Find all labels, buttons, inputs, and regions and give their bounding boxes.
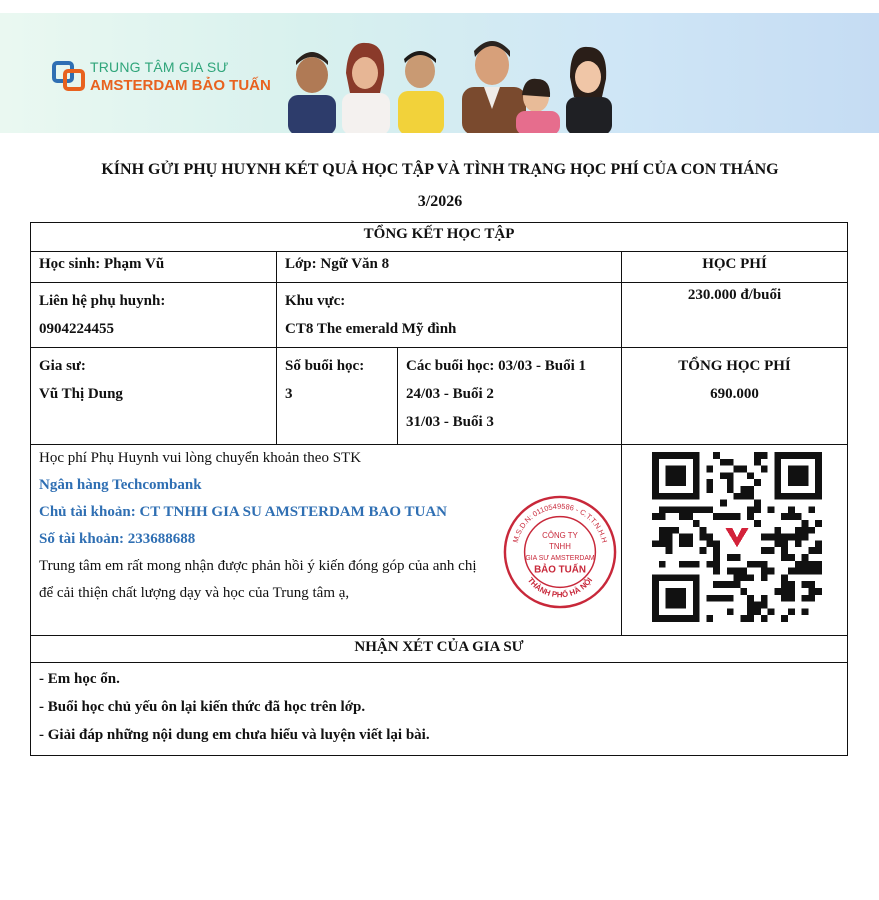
center-logo-icon xyxy=(52,61,86,91)
fee-per-session: 230.000 đ/buổi xyxy=(622,283,848,348)
svg-text:THÀNH PHỐ HÀ NỘI: THÀNH PHỐ HÀ NỘI xyxy=(525,575,595,600)
svg-text:GIA SƯ AMSTERDAM: GIA SƯ AMSTERDAM xyxy=(525,554,595,562)
brand-subtitle: TRUNG TÂM GIA SƯ xyxy=(90,59,229,75)
comments-title: NHẬN XÉT CỦA GIA SƯ xyxy=(31,636,848,663)
area-label: Khu vực: xyxy=(285,293,346,309)
comment-item: - Giải đáp những nội dung em chưa hiểu và luyện viết lại bài. xyxy=(39,727,430,743)
report-title: TỔNG KẾT HỌC TẬP xyxy=(31,223,848,252)
session-item: Các buổi học: 03/03 - Buổi 1 xyxy=(406,358,587,374)
total-fee-label: TỔNG HỌC PHÍ xyxy=(678,358,791,374)
svg-text:M.S.D.N: 0110549586 - C.T.T.N.: M.S.D.N: 0110549586 - C.T.T.N.H.H xyxy=(510,501,610,544)
tutor-label: Gia sư: xyxy=(39,358,86,374)
family-photo xyxy=(270,13,620,133)
parent-contact-label: Liên hệ phụ huynh: xyxy=(39,293,166,309)
payment-intro: Học phí Phụ Huynh vui lòng chuyển khoản theo STK xyxy=(39,450,362,466)
student-row xyxy=(31,252,848,283)
svg-text:BẢO TUẤN: BẢO TUẤN xyxy=(534,564,586,576)
feedback-note-1: Trung tâm em rất mong nhận được phản hồi ý kiến đóng góp của anh chị xyxy=(39,558,477,574)
headline-line-1: KÍNH GỬI PHỤ HUYNH KÉT QUẢ HỌC TẬP VÀ TÌNH TRẠNG HỌC PHÍ CỦA CON THÁNG xyxy=(101,161,779,178)
tutor-row xyxy=(31,348,848,445)
parent-contact-cell xyxy=(31,283,277,348)
account-holder: Chủ tài khoản: CT TNHH GIA SU AMSTERDAM BAO TUAN xyxy=(39,504,448,520)
fee-header: HỌC PHÍ xyxy=(622,252,848,283)
payment-row xyxy=(31,445,848,636)
comments-cell xyxy=(31,663,848,756)
parent-contact-value: 0904224455 xyxy=(39,321,114,337)
session-item: 24/03 - Buổi 2 xyxy=(406,386,494,402)
comment-item: - Buổi học chủ yếu ôn lại kiến thức đã học trên lớp. xyxy=(39,699,366,715)
area-value: CT8 The emerald Mỹ đình xyxy=(285,321,457,337)
sessions-list-cell xyxy=(398,348,622,445)
svg-text:TNHH: TNHH xyxy=(549,542,571,552)
session-item: 31/03 - Buổi 3 xyxy=(406,414,494,430)
contact-row xyxy=(31,283,848,348)
qr-code-icon[interactable] xyxy=(652,451,822,623)
tutor-cell xyxy=(31,348,277,445)
total-fee-value: 690.000 xyxy=(710,386,759,402)
bank-name: Ngân hàng Techcombank xyxy=(39,477,202,493)
comments-title-row xyxy=(31,636,848,663)
headline-line-2: 3/2026 xyxy=(417,193,463,210)
sessions-label: Số buổi học: xyxy=(285,358,365,374)
payment-info-cell xyxy=(31,445,622,636)
area-cell xyxy=(277,283,622,348)
tutor-value: Vũ Thị Dung xyxy=(39,386,123,402)
svg-text:CÔNG TY: CÔNG TY xyxy=(542,531,578,541)
sessions-count-cell xyxy=(277,348,398,445)
brand-name: AMSTERDAM BẢO TUẤN xyxy=(90,77,271,94)
header-banner xyxy=(0,13,879,133)
company-stamp xyxy=(501,493,619,611)
report-headline xyxy=(40,154,840,218)
comment-item: - Em học ổn. xyxy=(39,671,120,687)
total-fee-cell xyxy=(622,348,848,445)
sessions-value: 3 xyxy=(285,386,293,402)
report-table xyxy=(30,222,848,756)
feedback-note-2: để cải thiện chất lượng dạy và học của Trung tâm ạ, xyxy=(39,585,350,601)
report-title-row xyxy=(31,223,848,252)
qr-cell xyxy=(622,445,848,636)
account-number: Số tài khoản: 233688688 xyxy=(39,531,196,547)
comments-row xyxy=(31,663,848,756)
class-name: Lớp: Ngữ Văn 8 xyxy=(277,252,622,283)
student-name: Học sinh: Phạm Vũ xyxy=(31,252,277,283)
